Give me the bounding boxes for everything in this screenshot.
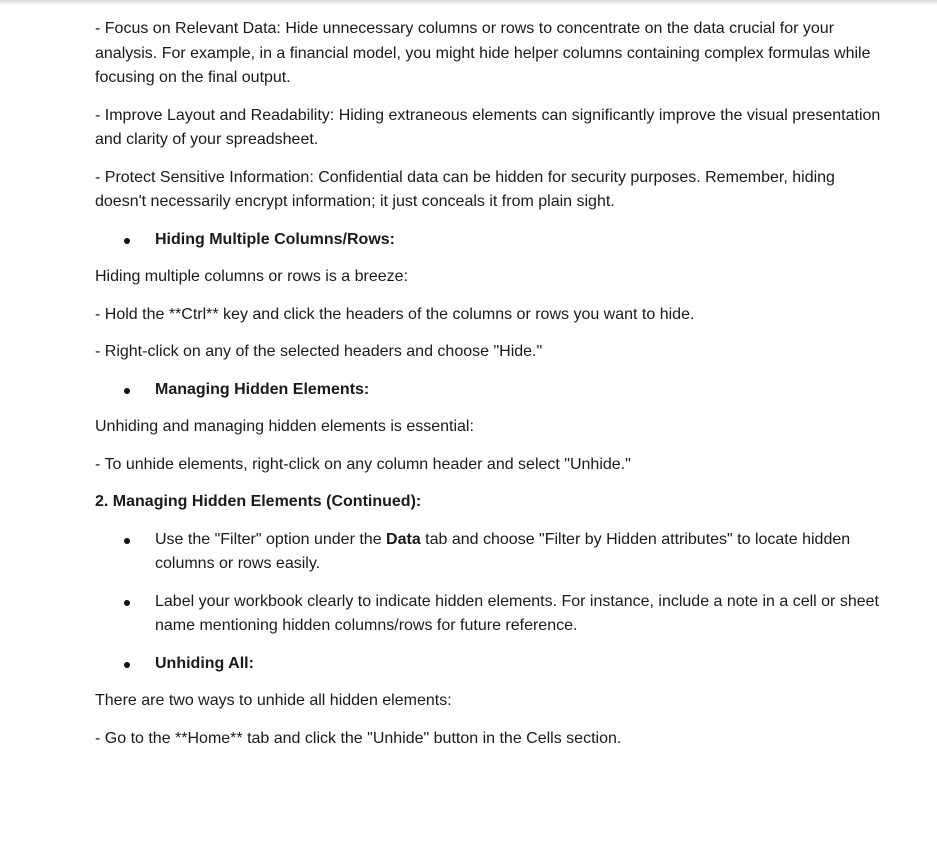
bullet-dot-icon	[124, 600, 130, 606]
paragraph-right-click-hide: - Right-click on any of the selected headers and choose "Hide."	[95, 343, 543, 360]
paragraph-protect-sensitive: - Protect Sensitive Information: Confidential data can be hidden for security purposes. Remember, hiding doesn't necessarily encrypt information; it just conceals it from plain sight.	[95, 168, 835, 210]
bullet-dot-icon	[124, 388, 130, 394]
paragraph-improve-layout: - Improve Layout and Readability: Hiding extraneous elements can significantly improve the visual presentation and clarity of your spreadsheet.	[95, 106, 881, 148]
bullet-dot-icon	[124, 538, 130, 544]
bullet-label-workbook	[95, 590, 885, 639]
paragraph-home-tab: - Go to the **Home** tab and click the "Unhide" button in the Cells section.	[95, 729, 622, 747]
paragraph-unhide-elements: - To unhide elements, right-click on any column header and select "Unhide."	[95, 455, 631, 473]
bullet-dot-icon	[124, 662, 130, 668]
bullet-unhiding-all	[95, 652, 885, 677]
paragraph-unhiding-intro: Unhiding and managing hidden elements is essential:	[95, 418, 474, 435]
document-page	[95, 17, 885, 764]
bullet-managing-hidden-text: Managing Hidden Elements:	[155, 380, 370, 398]
paragraph-hiding-multiple-intro: Hiding multiple columns or rows is a breeze:	[95, 268, 409, 285]
paragraph-two-ways: There are two ways to unhide all hidden elements:	[95, 692, 452, 709]
paragraph-focus-relevant-data: - Focus on Relevant Data: Hide unnecessary columns or rows to concentrate on the data crucial for your analysis. For example, in a financial model, you might hide helper columns containing complex formulas while focusing on the final output.	[95, 20, 871, 86]
bullet-filter-text-post: tab and choose "Filter by Hidden attributes" to locate hidden columns or rows easily.	[155, 530, 851, 572]
bullet-filter-text-bold: Data	[386, 530, 421, 548]
bullet-dot-icon	[124, 238, 130, 244]
bullet-hiding-multiple	[95, 228, 885, 253]
bullet-label-workbook-text: Label your workbook clearly to indicate hidden elements. For instance, include a note in a cell or sheet name mentioning hidden columns/rows for future reference.	[155, 592, 879, 634]
paragraph-hold-ctrl: - Hold the **Ctrl** key and click the headers of the columns or rows you want to hide.	[95, 305, 695, 323]
heading-managing-continued: 2. Managing Hidden Elements (Continued):	[95, 493, 422, 510]
bullet-filter-option	[95, 528, 885, 577]
bullet-filter-text-pre: Use the "Filter" option under the	[155, 530, 387, 548]
bullet-unhiding-all-text: Unhiding All:	[155, 654, 254, 672]
page-top-edge	[0, 0, 937, 5]
bullet-hiding-multiple-text: Hiding Multiple Columns/Rows:	[155, 230, 395, 248]
bullet-managing-hidden	[95, 378, 885, 403]
